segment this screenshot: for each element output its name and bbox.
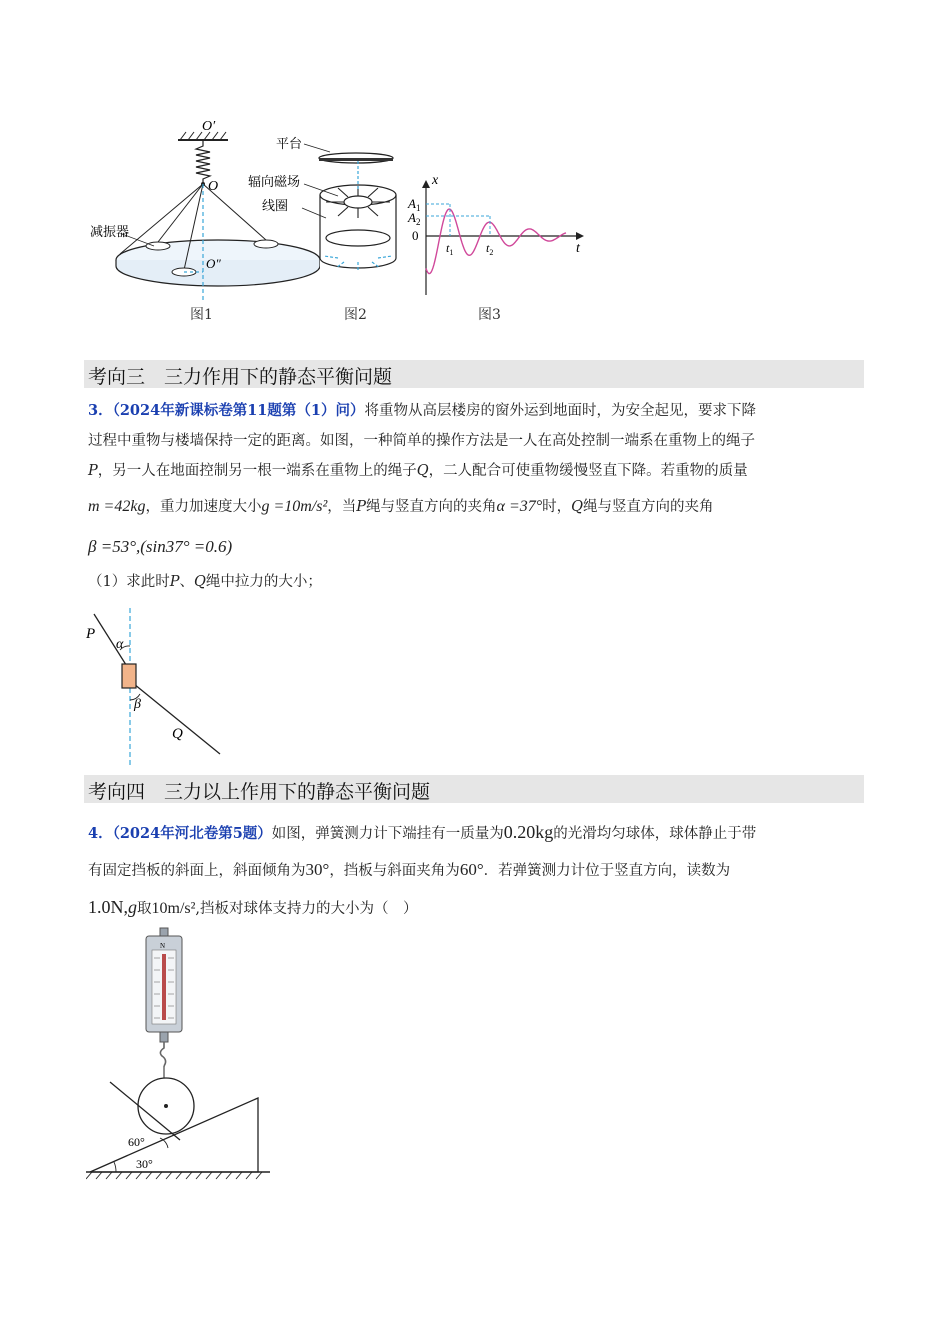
q4-line3-a: 取 [137, 901, 152, 917]
figure-3-oscillation-graph [400, 170, 600, 300]
q3-line4-a: ，重力加速度大小 [145, 499, 262, 515]
label-o: O [208, 179, 219, 194]
q4-line-3 [88, 889, 868, 927]
q3-line4-e: 绳与竖直方向的夹角 [583, 499, 714, 515]
q3-angle-beta: β =53°,(sin37° =0.6) [88, 537, 233, 556]
q3-line3-end: ，二人配合可使重物缓慢竖直下降。若重物的质量 [428, 463, 748, 479]
label-a1: $A_1$ [408, 196, 421, 213]
top-figures [80, 110, 600, 330]
weight-block [122, 664, 136, 688]
q3-line4-p: P [356, 499, 367, 515]
q3-mass: m =42kg [88, 498, 146, 515]
q3-line1-text: 将重物从高层楼房的窗外运到地面时，为安全起见，要求下降 [364, 403, 756, 419]
question-4-text [88, 814, 868, 927]
section-3-title: 考向三 三力作用下的静态平衡问题 [88, 366, 393, 388]
q4-line2-a: 有固定挡板的斜面上，斜面倾角为 [88, 863, 306, 879]
label-t2: $t_2$ [486, 241, 494, 257]
q3-line4-q: Q [571, 499, 584, 515]
q3-sub1-p: P [169, 574, 180, 590]
q4-source: （2024年河北卷第5题） [112, 825, 272, 842]
label-origin-zero: 0 [412, 228, 419, 243]
q3-sub1-end: 绳中拉力的大小； [205, 574, 322, 590]
q3-line3-mid: ，另一人在地面控制另一根一端系在重物上的绳子 [97, 463, 417, 479]
q3-subquestion-1 [88, 567, 868, 597]
label-radial-field: 辐向磁场 [248, 175, 301, 190]
label-o-double-prime: O″ [206, 256, 221, 271]
q3-number: 3． [88, 402, 113, 419]
q3-rope-q: Q [416, 463, 429, 479]
question-3-figure [80, 608, 240, 768]
label-coil: 线圈 [262, 199, 289, 214]
question-4-figure [86, 926, 276, 1181]
q4-gravity: 10m/s² [151, 900, 196, 917]
q4-line-1 [88, 814, 868, 852]
q3-gravity: g =10m/s² [261, 498, 328, 515]
q4-g-symbol: g [128, 897, 137, 917]
label-angle-60: 60° [128, 1135, 145, 1149]
scale-unit-label: N [160, 942, 166, 950]
label-t1: $t_1$ [446, 241, 454, 257]
label-rope-p: P [86, 626, 96, 642]
q3-line-3 [88, 456, 868, 486]
q4-baffle-angle: 60° [459, 860, 484, 879]
q4-line2-b: ，挡板与斜面夹角为 [329, 863, 460, 879]
question-3-text [88, 396, 868, 597]
q4-line1-b: 的光滑均匀球体，球体静止于带 [553, 826, 757, 842]
axis-label-x: x [432, 173, 439, 188]
label-platform: 平台 [276, 137, 303, 152]
label-beta: β [134, 697, 141, 712]
q3-source: （2024年新课标卷第11题第（1）问） [112, 402, 365, 419]
section-4-title: 考向四 三力以上作用下的静态平衡问题 [88, 781, 431, 803]
q4-line3-b: ,挡板对球体支持力的大小为（ ） [195, 901, 418, 917]
figure-1-caption: 图1 [190, 307, 213, 323]
q4-line1-a: 如图，弹簧测力计下端挂有一质量为 [271, 826, 504, 842]
label-rope-q: Q [172, 726, 183, 742]
q4-reading: 1.0N, [88, 897, 128, 917]
label-alpha: α [116, 637, 124, 652]
figure-3-caption: 图3 [478, 307, 501, 323]
q4-incline-angle: 30° [305, 860, 330, 879]
q3-line-4 [88, 492, 868, 522]
q3-line-5 [88, 532, 868, 563]
q3-sub1-pre: （1）求此时 [88, 574, 170, 590]
label-damper: 减振器 [90, 225, 130, 240]
q3-sub1-q: Q [194, 574, 206, 590]
figure-2-caption: 图2 [344, 307, 367, 323]
label-angle-30: 30° [136, 1157, 153, 1171]
q3-line-2: 过程中重物与楼墙保持一定的距离。如图，一种简单的操作方法是一人在高处控制一端系在重物上的绳子 [88, 433, 755, 449]
axis-label-t: t [576, 241, 580, 256]
label-a2: $A_2$ [408, 210, 421, 227]
q4-mass: 0.20kg [503, 822, 554, 842]
q3-line4-d: 时， [542, 499, 572, 515]
figure-2-magnetic-platform [240, 110, 410, 330]
q3-line-1 [88, 396, 868, 426]
label-o-prime: O′ [202, 119, 216, 134]
q4-number: 4． [88, 825, 113, 842]
q3-line4-c: 绳与竖直方向的夹角 [366, 499, 497, 515]
q3-sub1-mid: 、 [179, 574, 194, 590]
q3-rope-p: P [88, 463, 98, 479]
q4-line2-c: ．若弹簧测力计位于竖直方向，读数为 [483, 863, 731, 879]
q3-angle-alpha: α =37° [496, 498, 543, 515]
q3-line4-b: ，当 [327, 499, 357, 515]
q4-line-2 [88, 852, 868, 889]
